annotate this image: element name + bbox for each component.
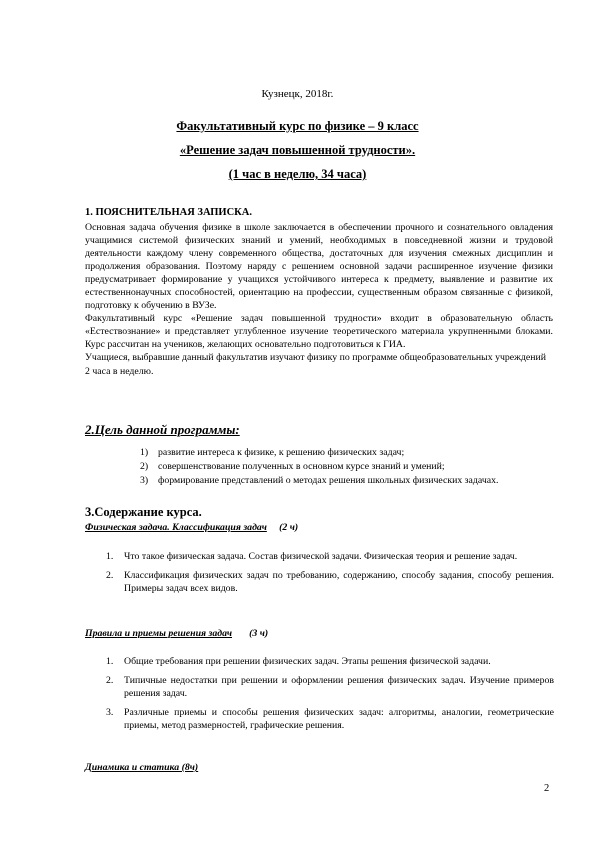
list-item-text: формирование представлений о методах решения школьных физических задачах. bbox=[158, 475, 499, 487]
paragraph-course-info: Факультативный курс «Решение задач повышенной трудности» входит в образовательную область «Естествознание» и представляет углубленное изучение теоретического материала укрупненными блоками. Курс рассчитан на учеников, желающих основательно подготовиться к ГИА. bbox=[85, 313, 553, 351]
list-item bbox=[140, 474, 554, 487]
section1-heading: 1. ПОЯСНИТЕЛЬНАЯ ЗАПИСКА. bbox=[85, 207, 253, 218]
topic1-heading bbox=[85, 522, 298, 533]
goals-list bbox=[140, 446, 554, 488]
page-number: 2 bbox=[544, 783, 550, 794]
list-item-number: 3. bbox=[106, 707, 114, 719]
course-subtitle: «Решение задач повышенной трудности». bbox=[179, 143, 416, 157]
list-item bbox=[106, 655, 554, 668]
city-year: Кузнецк, 2018г. bbox=[261, 88, 334, 100]
course-title: Факультативный курс по физике – 9 класс bbox=[176, 119, 419, 133]
topic2-heading bbox=[85, 628, 268, 639]
list-item-text: Общие требования при решении физических задач. Этапы решения физической задачи. bbox=[124, 656, 491, 667]
topic1-title: Физическая задача. Классификация задач bbox=[85, 522, 267, 533]
list-item-number: 1) bbox=[140, 447, 149, 458]
list-item-text: Различные приемы и способы решения физических задач: алгоритмы, аналогии, геометрические приемы, метод размерностей, графические решения. bbox=[124, 707, 554, 732]
list-item-text: Классификация физических задач по требованию, содержанию, способу задания, способу решения. Примеры задач всех видов. bbox=[124, 570, 554, 595]
list-item-number: 1. bbox=[106, 656, 114, 667]
list-item bbox=[140, 446, 554, 459]
list-item bbox=[106, 550, 554, 563]
topic1-list bbox=[106, 550, 554, 601]
list-item bbox=[106, 706, 554, 732]
section3-heading: 3.Содержание курса. bbox=[85, 505, 202, 519]
list-item-number: 3) bbox=[140, 475, 149, 487]
list-item bbox=[106, 569, 554, 595]
section1-body bbox=[85, 221, 553, 378]
list-item-text: совершенствование полученных в основном курсе знаний и умений; bbox=[158, 461, 445, 473]
topic3-title: Динамика и статика (8ч) bbox=[85, 762, 199, 773]
list-item-text: Типичные недостатки при решении и оформлении решения физических задач. Изучение примеров решения задач. bbox=[124, 675, 554, 700]
list-item-number: 1. bbox=[106, 551, 114, 562]
section2-heading: 2.Цель данной программы: bbox=[85, 422, 240, 437]
course-hours: (1 час в неделю, 34 часа) bbox=[228, 167, 367, 181]
list-item bbox=[140, 460, 554, 473]
list-item-number: 2) bbox=[140, 461, 149, 473]
list-item-text: развитие интереса к физике, к решению физических задач; bbox=[158, 447, 405, 458]
topic1-hours: (2 ч) bbox=[279, 522, 299, 533]
list-item-number: 2. bbox=[106, 675, 114, 687]
topic3-heading bbox=[85, 762, 198, 773]
list-item-number: 2. bbox=[106, 570, 114, 582]
topic2-title: Правила и приемы решения задач bbox=[85, 628, 233, 639]
paragraph-students: Учащиеся, выбравшие данный факультатив изучают физику по программе общеобразовательных учреждений 2 часа в неделю. bbox=[85, 352, 546, 377]
topic2-hours: (3 ч) bbox=[249, 628, 269, 639]
paragraph-main-task: Основная задача обучения физике в школе заключается в обеспечении прочного и сознательного овладения учащимися системой физических знаний и умений, необходимых в повседневной жизни и трудовой деятельности каждому члену современного общества, достаточных для изучения смежных дисциплин и продолжения образования. Поэтому наряду с решением основной задачи расширенное изучение физики предусматривает формирование у учащихся устойчивого интереса к предмету, выявление и развитие их естественнонаучных способностей, ориентацию на профессии, существенным образом связанные с физикой, подготовку к обучению в ВУЗе. bbox=[85, 222, 553, 312]
list-item bbox=[106, 674, 554, 700]
list-item-text: Что такое физическая задача. Состав физической задачи. Физическая теория и решение задач. bbox=[124, 551, 518, 562]
topic2-list bbox=[106, 655, 554, 738]
